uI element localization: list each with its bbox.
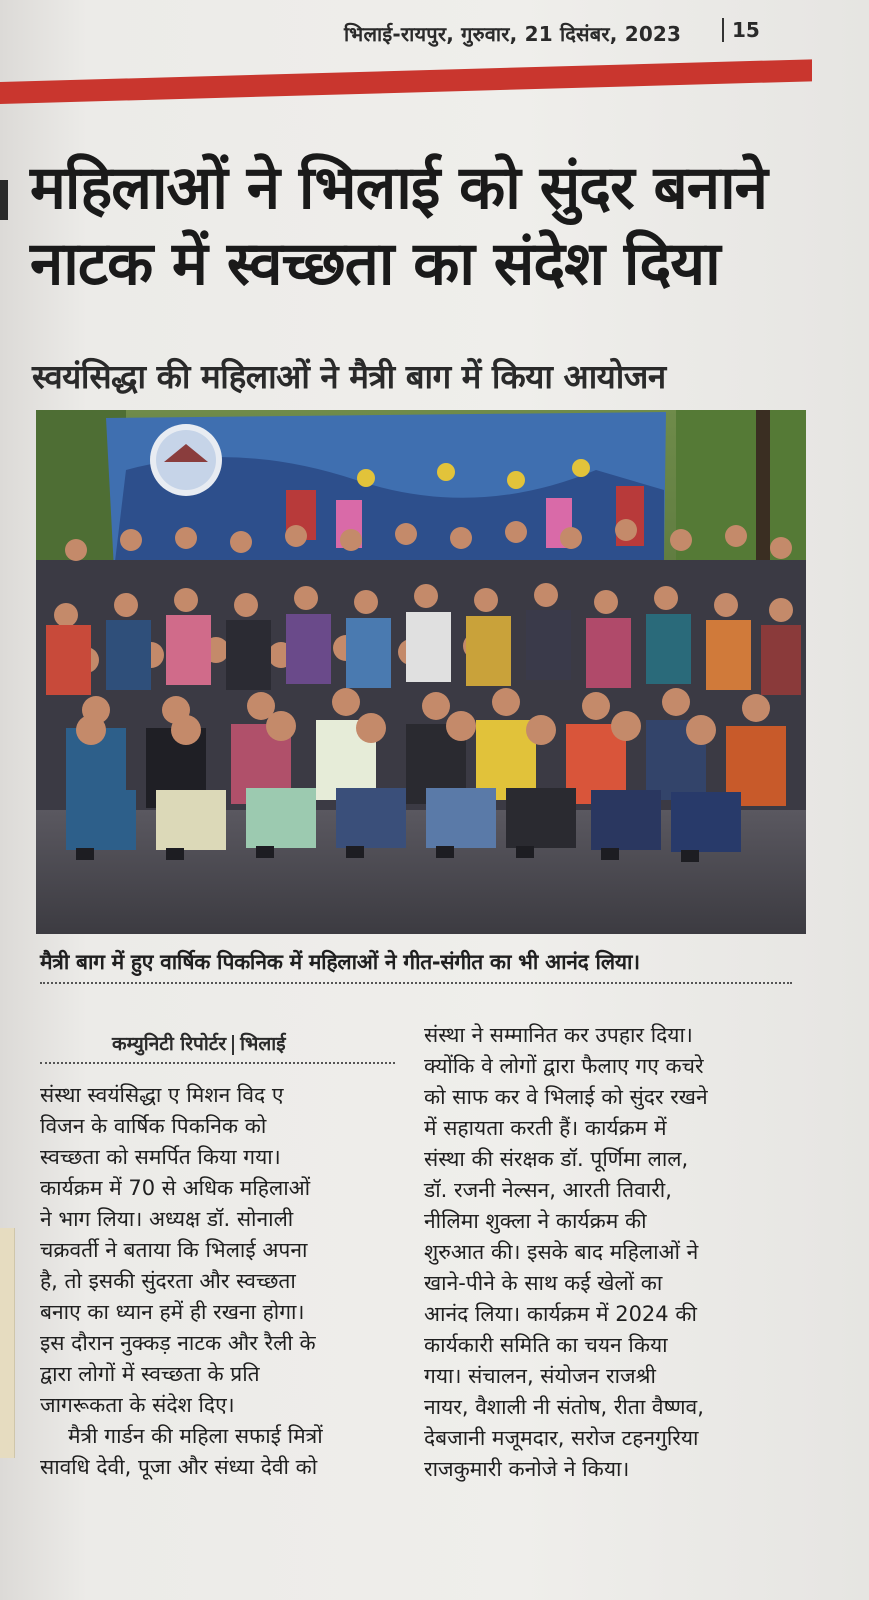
body-line: डॉ. रजनी नेल्सन, आरती तिवारी, [424, 1178, 672, 1202]
group-photo [36, 410, 806, 934]
body-line: ने भाग लिया। अध्यक्ष डॉ. सोनाली [40, 1207, 294, 1231]
body-line: स्वच्छता को समर्पित किया गया। [40, 1145, 281, 1169]
byline [112, 1030, 286, 1056]
headline-line-2: नाटक में स्वच्छता का संदेश दिया [30, 229, 720, 299]
dateline: भिलाई-रायपुर, गुरुवार, 21 दिसंबर, 2023 [344, 22, 682, 46]
body-line: कार्यक्रम में 70 से अधिक महिलाओं [40, 1176, 311, 1200]
body-line: गया। संचालन, संयोजन राजश्री [424, 1364, 656, 1388]
body-line: देबजानी मजूमदार, सरोज टहनगुरिया [424, 1426, 699, 1450]
body-line: आनंद लिया। कार्यक्रम में 2024 की [424, 1302, 697, 1326]
body-line: क्योंकि वे लोगों द्वारा फैलाए गए कचरे [424, 1054, 704, 1078]
body-line: सावधि देवी, पूजा और संध्या देवी को [40, 1455, 318, 1479]
body-line: द्वारा लोगों में स्वच्छता के प्रति [40, 1362, 260, 1386]
headline [30, 150, 830, 302]
body-line: संस्था स्वयंसिद्धा ए मिशन विद ए [40, 1083, 284, 1107]
body-line: जागरूकता के संदेश दिए। [40, 1393, 235, 1417]
page-number: 15 [722, 18, 760, 42]
body-line: चक्रवर्ती ने बताया कि भिलाई अपना [40, 1238, 308, 1262]
caption-rule [40, 982, 792, 984]
byline-city: भिलाई [240, 1033, 286, 1055]
body-line: शुरुआत की। इसके बाद महिलाओं ने [424, 1240, 699, 1264]
body-line: संस्था ने सम्मानित कर उपहार दिया। [424, 1023, 693, 1047]
headline-line-1: महिलाओं ने भिलाई को सुंदर बनाने [30, 153, 767, 223]
byline-rule [40, 1062, 395, 1064]
body-line: नीलिमा शुक्ला ने कार्यक्रम की [424, 1209, 647, 1233]
article-column-left [40, 1080, 396, 1483]
column-edge-mark [0, 180, 8, 220]
byline-divider [232, 1035, 234, 1055]
body-line: इस दौरान नुक्कड़ नाटक और रैली के [40, 1331, 316, 1355]
body-line: बनाए का ध्यान हमें ही रखना होगा। [40, 1300, 305, 1324]
body-line: संस्था की संरक्षक डॉ. पूर्णिमा लाल, [424, 1147, 689, 1171]
article-column-right [424, 1020, 796, 1485]
front-row-legs [66, 788, 741, 852]
subheadline: स्वयंसिद्धा की महिलाओं ने मैत्री बाग में किया आयोजन [32, 357, 666, 396]
body-line: है, तो इसकी सुंदरता और स्वच्छता [40, 1269, 296, 1293]
body-line: मैत्री गार्डन की महिला सफाई मित्रों [68, 1424, 323, 1448]
masthead-accent-bar [0, 59, 812, 104]
body-line: में सहायता करती हैं। कार्यक्रम में [424, 1116, 667, 1140]
photo-caption: मैत्री बाग में हुए वार्षिक पिकनिक में महिलाओं ने गीत-संगीत का भी आनंद लिया। [40, 950, 640, 974]
byline-reporter: कम्युनिटी रिपोर्टर [112, 1033, 227, 1055]
body-line: विजन के वार्षिक पिकनिक को [40, 1114, 267, 1138]
body-line: खाने-पीने के साथ कई खेलों का [424, 1271, 663, 1295]
body-line: नायर, वैशाली नी संतोष, रीता वैष्णव, [424, 1395, 704, 1419]
body-line: राजकुमारी कनोजे ने किया। [424, 1457, 630, 1481]
adjacent-column-edge [0, 1228, 15, 1458]
crowd-graphic [36, 519, 806, 820]
body-line: कार्यकारी समिति का चयन किया [424, 1333, 668, 1357]
body-line: को साफ कर वे भिलाई को सुंदर रखने [424, 1085, 708, 1109]
